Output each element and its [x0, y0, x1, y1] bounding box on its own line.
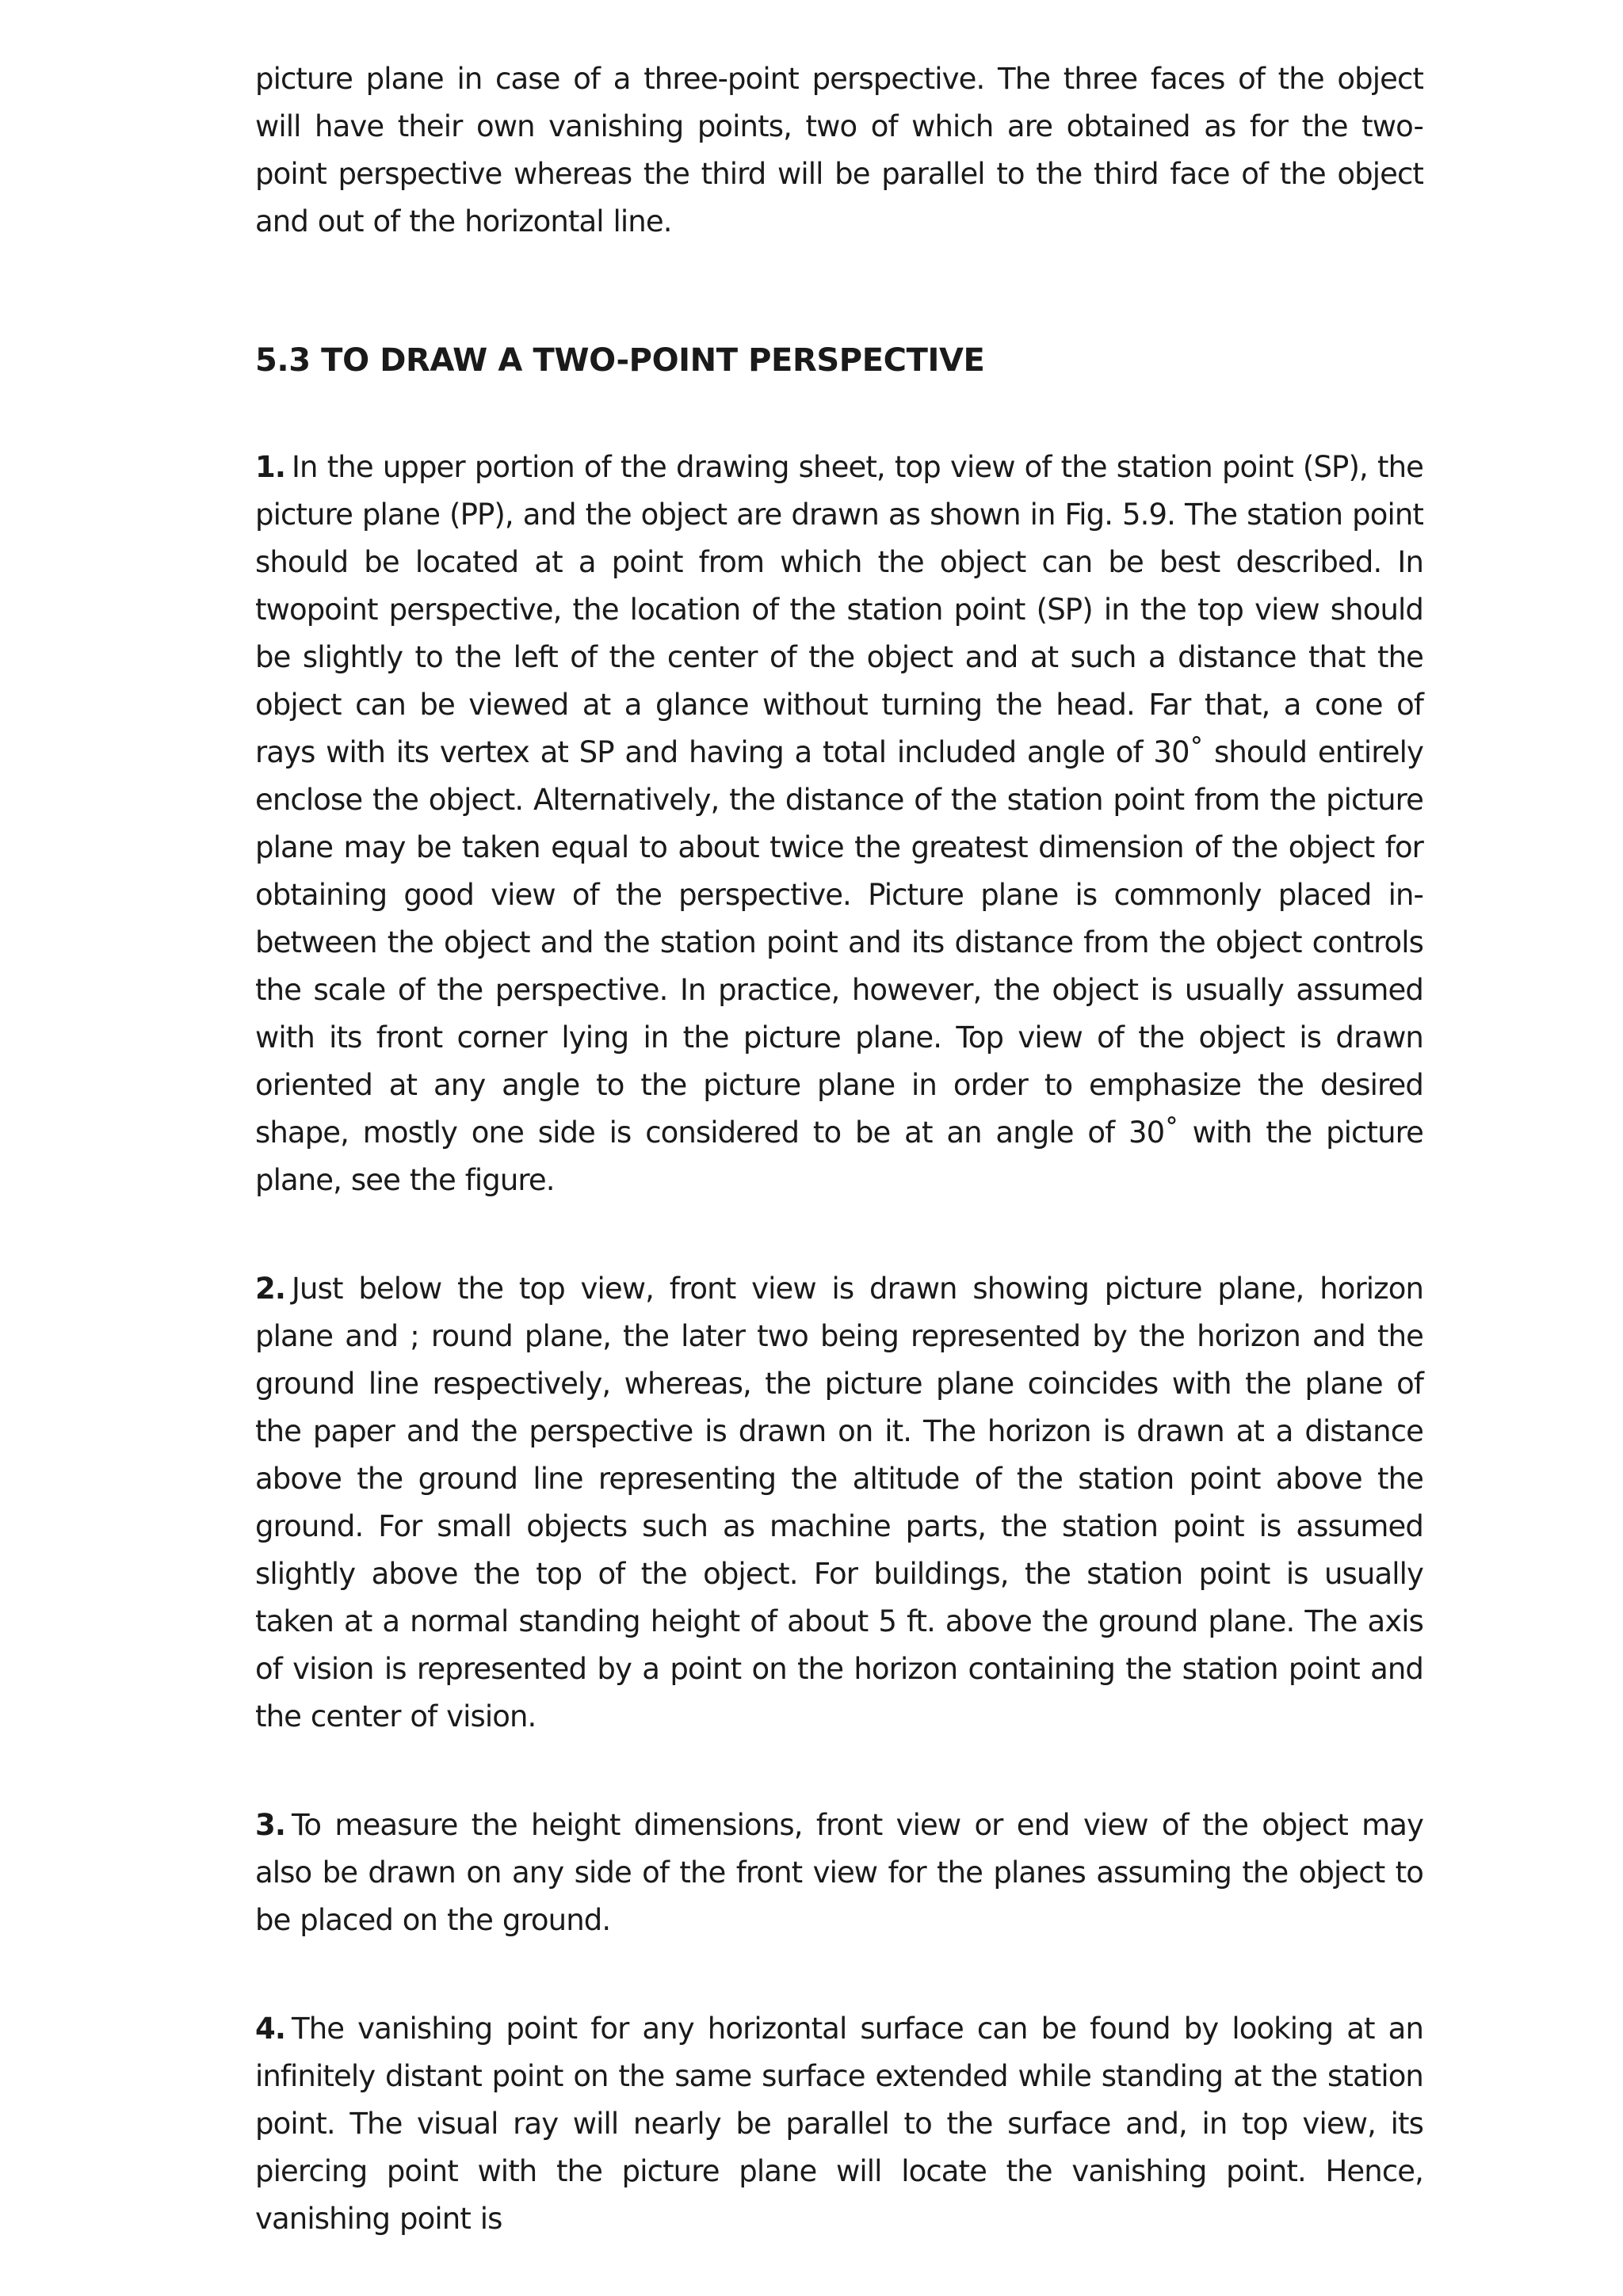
step-1-paragraph	[255, 444, 1423, 1204]
section-heading: 5.3 TO DRAW A TWO-POINT PERSPECTIVE	[255, 342, 985, 379]
step-2-paragraph	[255, 1265, 1423, 1741]
step-3-paragraph	[255, 1802, 1423, 1944]
document-page	[255, 55, 1423, 2243]
step-2-text: Just below the top view, front view is drawn showing picture plane, horizon plane and ; round plane, the later two being represented by the horizon and the ground line respectively, whereas, the picture plane coincides with the plane of the paper and the perspective is drawn on it. The horizon is drawn at a distance above the ground line representing the altitude of the station point above the ground. For small objects such as machine parts, the station point is assumed slightly above the top of the object. For buildings, the station point is usually taken at a normal standing height of about 5 ft. above the ground plane. The axis of vision is represented by a point on the horizon containing the station point and the center of vision.	[255, 1272, 1423, 1733]
step-1-number: 1.	[255, 450, 286, 484]
intro-paragraph: picture plane in case of a three-point perspective. The three faces of the object will have their own vanishing points, two of which are obtained as for the two-point perspective whereas the third will be parallel to the third face of the object and out of the horizontal line.	[255, 62, 1423, 238]
step-3-number: 3.	[255, 1808, 286, 1842]
step-4-text: The vanishing point for any horizontal surface can be found by looking at an infinitely distant point on the same surface extended while standing at the station point. The visual ray will nearly be parallel to the surface and, in top view, its piercing point with the picture plane will locate the vanishing point. Hence, vanishing point is	[255, 2012, 1423, 2236]
step-4-paragraph	[255, 2005, 1423, 2243]
step-3-text: To measure the height dimensions, front view or end view of the object may also be drawn on any side of the front view for the planes assuming the object to be placed on the ground.	[255, 1808, 1423, 1937]
step-2-number: 2.	[255, 1272, 286, 1306]
step-1-text: In the upper portion of the drawing sheet, top view of the station point (SP), the picture plane (PP), and the object are drawn as shown in Fig. 5.9. The station point should be located at a point from which the object can be best described. In twopoint perspective, the location of the station point (SP) in the top view should be slightly to the left of the center of the object and at such a distance that the object can be viewed at a glance without turning the head. Far that, a cone of rays with its vertex at SP and having a total included angle of 30˚ should entirely enclose the object. Alternatively, the distance of the station point from the picture plane may be taken equal to about twice the greatest dimension of the object for obtaining good view of the perspective. Picture plane is commonly placed in-between the object and the station point and its distance from the object controls the scale of the perspective. In practice, however, the object is usually assumed with its front corner lying in the picture plane. Top view of the object is drawn oriented at any angle to the picture plane in order to emphasize the desired shape, mostly one side is considered to be at an angle of 30˚ with the picture plane, see the figure.	[255, 450, 1423, 1197]
step-4-number: 4.	[255, 2012, 286, 2046]
